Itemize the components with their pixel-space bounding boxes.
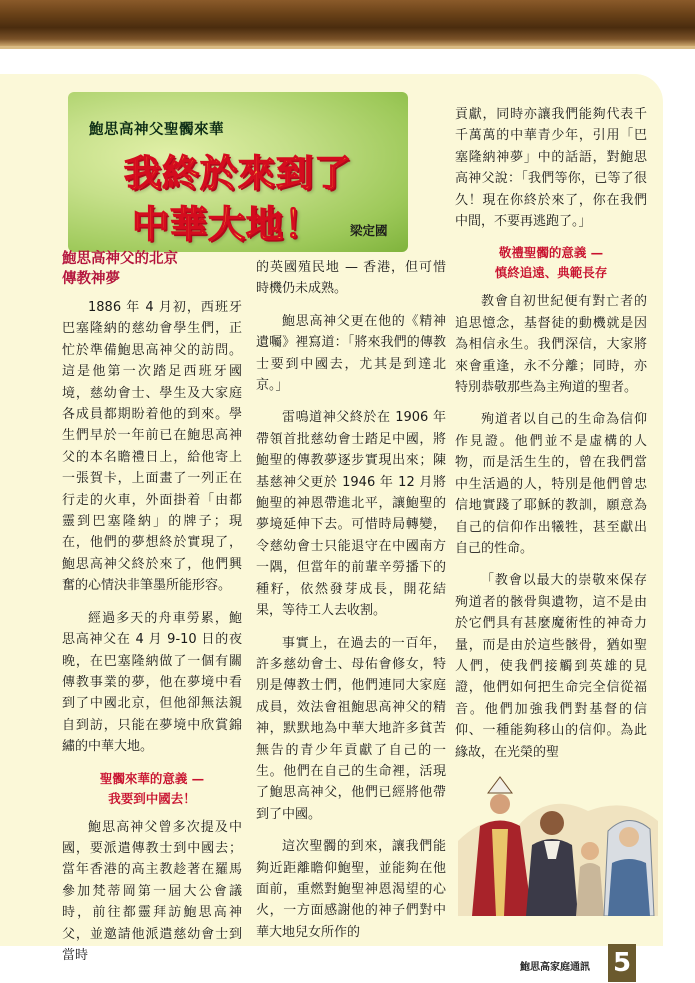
column-1 [62,249,242,966]
subheading-line1: 聖髑來華的意義 — [99,770,205,786]
section-title-line2: 傳教神夢 [62,271,120,287]
header-rule [0,46,695,49]
header-band [0,0,695,46]
author-name: 梁定國 [350,223,388,238]
column-2 [256,257,446,943]
subheading-line2: 慎終追遠、典範長存 [494,265,608,281]
page-number: 5 [608,944,636,982]
banner-title-line2: 中華大地！ [132,202,322,246]
section-title-line1: 鮑思高神父的北京 [62,251,178,267]
banner-subtitle: 鮑思高神父聖髑來華 [89,121,224,138]
banner-title-line1: 我終於來到了 [124,151,352,195]
figure-nun [604,820,654,916]
paragraph: 1886 年 4 月初，西班牙巴塞隆納的慈幼會學生們，正忙於準備鮑思高神父的訪問。這是他第一次踏足西班牙國境，慈幼會士、學生及大家庭各成員都期盼着他的到來。學生們早於一年前已在鮑思高神父的本名瞻禮日上，給他寄上一張賀卡，上面畫了一列正在行走的火車，外面掛着「由都靈到巴塞隆納」的牌子；現在，他們的夢想終於實現了，鮑思高神父終於來了，他們興奮的心情決非筆墨所能形容。 [62,300,242,594]
paragraph: 鮑思高神父曾多次提及中國，要派遣傳教士到中國去；當年香港的高主教趁著在羅馬參加梵蒂岡第一屆大公會議時，前往都靈拜訪鮑思高神父，並邀請他派遣慈幼會士到當時 [62,819,242,963]
subheading-line1: 敬禮聖髑的意義 — [498,245,604,261]
subheading [62,769,242,809]
section-title [62,249,242,289]
paragraph: 鮑思高神父更在他的《精神遺囑》裡寫道：「將來我們的傳教士要到中國去，尤其是到達北京。」 [256,313,446,394]
illustration [458,771,658,916]
paragraph: 殉道者以自己的生命為信仰作見證。他們並不是虛構的人物，而是活生生的，曾在我們當中生活過的人，特別是他們曾忠信地實踐了耶穌的教訓，願意為自己的信仰作出犧牲，甚至獻出自己的性命。 [455,412,647,556]
column-3 [455,104,647,763]
paragraph: 的英國殖民地 — 香港，但可惜時機仍未成熟。 [256,260,446,297]
paragraph: 「教會以最大的崇敬來保存殉道者的骸骨與遺物，這不是由於它們具有甚麼魔術性的神奇力量，而是由於這些骸骨，猶如聖人們，使我們接觸到英雄的見證，他們如何把生命完全信從福音。他們加強我們對基督的信仰、一種能夠移山的信仰。為此緣故，在光榮的聖 [455,573,647,760]
subheading [455,243,647,283]
subheading-line2: 我要到中國去！ [108,790,196,806]
paragraph: 貢獻，同時亦讓我們能夠代表千千萬萬的中華青少年，引用「巴塞隆納神夢」中的話語，對鮑思高神父說：「我們等你，已等了很久！現在你終於來了，你在我們中間，不要再逃跑了。」 [455,107,647,230]
paragraph: 教會自初世紀便有對亡者的追思憶念，基督徒的動機就是因為相信永生。我們深信，大家將來會重逢，永不分離；同時，亦特別恭敬那些為主殉道的聖者。 [455,294,647,396]
paragraph: 經過多天的舟車勞累，鮑思高神父在 4 月 9-10 日的夜晚，在巴塞隆納做了一個有關傳教事業的夢，他在夢境中看到了中國北京，但他卻無法親自到訪，只能在夢境中欣賞錦繡的中華大地。 [62,610,242,755]
paragraph: 雷鳴道神父終於在 1906 年帶領首批慈幼會士踏足中國，將鮑聖的傳教夢逐步實現出來；陳基慈神父更於 1946 年 12 月將鮑聖的神恩帶進北平，讓鮑聖的夢境延伸下去。可惜時局轉變，令慈幼會士只能退守在中國南方一隅，但當年的前輩辛勞播下的種籽，依然發芽成長，開花結果，等待工人去收割。 [256,410,446,619]
footer-publication-name: 鮑思高家庭通訊 [520,962,590,973]
paragraph: 這次聖髑的到來，讓我們能夠近距離瞻仰鮑聖，並能夠在他面前，重燃對鮑聖神恩渴望的心火，一方面感謝他的神子們對中華大地兒女所作的 [256,839,446,940]
paragraph: 事實上，在過去的一百年，許多慈幼會士、母佑會修女，特別是傳教士們，他們連同大家庭成員，效法會祖鮑思高神父的精神，默默地為中華大地許多貧苦無告的青少年貢獻了自己的一生。他們在自己的生命裡，活現了鮑思高神父，他們已經將他帶到了中國。 [256,635,446,822]
